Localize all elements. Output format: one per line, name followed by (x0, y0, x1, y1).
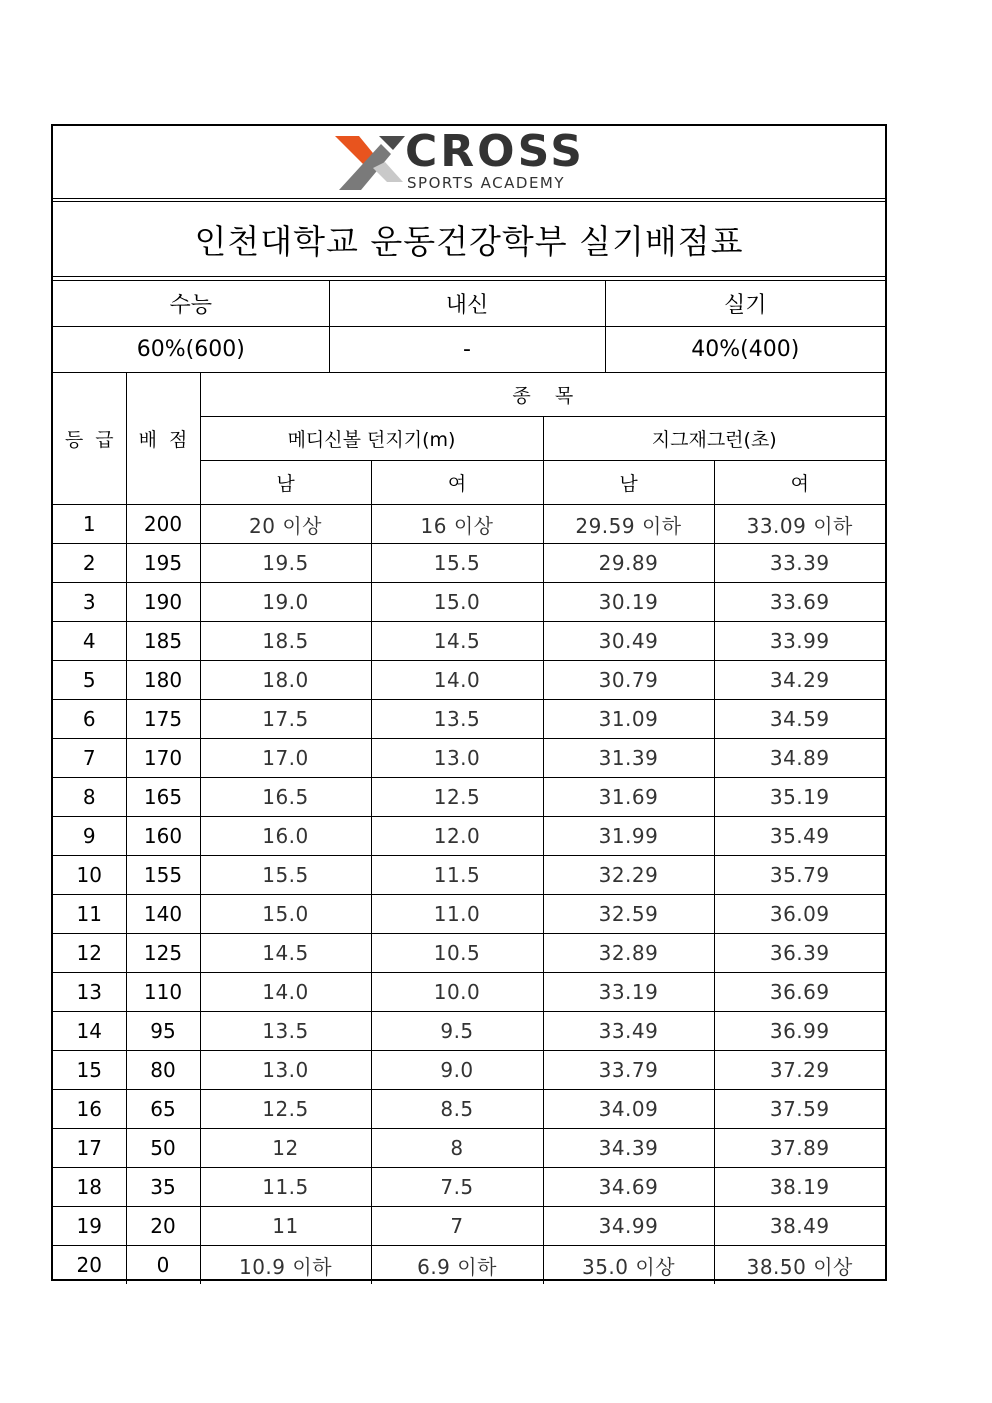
grade-cell: 18 (53, 1168, 126, 1207)
table-row (53, 1012, 885, 1051)
run-female-cell: 36.69 (714, 973, 885, 1012)
ball-male-cell: 15.0 (200, 895, 371, 934)
grade-cell: 13 (53, 973, 126, 1012)
ball-male-cell: 11 (200, 1207, 371, 1246)
score-cell: 175 (126, 700, 200, 739)
run-female-cell: 37.29 (714, 1051, 885, 1090)
run-female-cell: 33.39 (714, 544, 885, 583)
title-box (53, 201, 885, 277)
score-sheet (51, 124, 887, 1281)
run-female-cell: 34.29 (714, 661, 885, 700)
run-male-cell: 32.59 (543, 895, 714, 934)
score-cell: 195 (126, 544, 200, 583)
header-row-events (53, 373, 885, 417)
grade-header: 등 급 (53, 373, 126, 505)
run-female-cell: 36.09 (714, 895, 885, 934)
weights-header-row (53, 281, 885, 327)
grade-cell: 10 (53, 856, 126, 895)
score-cell: 180 (126, 661, 200, 700)
table-row (53, 544, 885, 583)
score-cell: 35 (126, 1168, 200, 1207)
score-cell: 190 (126, 583, 200, 622)
run-male-cell: 30.79 (543, 661, 714, 700)
ball-female-cell: 12.0 (371, 817, 543, 856)
score-cell: 125 (126, 934, 200, 973)
ball-female-cell: 13.5 (371, 700, 543, 739)
ball-male-cell: 17.0 (200, 739, 371, 778)
score-cell: 200 (126, 505, 200, 544)
score-header: 배 점 (126, 373, 200, 505)
score-cell: 110 (126, 973, 200, 1012)
run-male-cell: 34.39 (543, 1129, 714, 1168)
weight-header-naesin: 내신 (329, 281, 605, 327)
ball-male-cell: 12.5 (200, 1090, 371, 1129)
run-male-cell: 32.89 (543, 934, 714, 973)
ball-male-cell: 10.9 이하 (200, 1246, 371, 1285)
grade-cell: 6 (53, 700, 126, 739)
ball-male-cell: 14.5 (200, 934, 371, 973)
score-cell: 0 (126, 1246, 200, 1285)
grade-cell: 1 (53, 505, 126, 544)
score-cell: 170 (126, 739, 200, 778)
table-row (53, 1168, 885, 1207)
weight-value-naesin: - (329, 327, 605, 373)
score-cell: 140 (126, 895, 200, 934)
ball-female-cell: 15.0 (371, 583, 543, 622)
run-female-cell: 37.89 (714, 1129, 885, 1168)
table-row (53, 700, 885, 739)
table-row (53, 661, 885, 700)
grade-cell: 15 (53, 1051, 126, 1090)
score-cell: 95 (126, 1012, 200, 1051)
run-female-cell: 34.59 (714, 700, 885, 739)
grade-cell: 3 (53, 583, 126, 622)
ball-male-cell: 20 이상 (200, 505, 371, 544)
grade-cell: 19 (53, 1207, 126, 1246)
ball-female-cell: 9.5 (371, 1012, 543, 1051)
run-male-cell: 30.49 (543, 622, 714, 661)
run-female-cell: 33.09 이하 (714, 505, 885, 544)
grade-cell: 9 (53, 817, 126, 856)
ball-male-cell: 16.0 (200, 817, 371, 856)
ball-male-cell: 12 (200, 1129, 371, 1168)
run-male-cell: 32.29 (543, 856, 714, 895)
logo-wordmark: CROSS (405, 126, 585, 177)
weight-header-suneung: 수능 (53, 281, 329, 327)
run-female-cell: 35.49 (714, 817, 885, 856)
ball-male-cell: 13.5 (200, 1012, 371, 1051)
table-row (53, 505, 885, 544)
run-female-cell: 38.49 (714, 1207, 885, 1246)
ball-female-cell: 16 이상 (371, 505, 543, 544)
grade-cell: 11 (53, 895, 126, 934)
table-row (53, 1129, 885, 1168)
score-cell: 65 (126, 1090, 200, 1129)
gender-male-run: 남 (543, 461, 714, 505)
weights-table (53, 280, 885, 373)
event-zigzag-run: 지그재그런(초) (543, 417, 885, 461)
table-row (53, 934, 885, 973)
run-male-cell: 29.59 이하 (543, 505, 714, 544)
ball-female-cell: 10.0 (371, 973, 543, 1012)
grade-cell: 16 (53, 1090, 126, 1129)
run-male-cell: 31.39 (543, 739, 714, 778)
run-male-cell: 34.09 (543, 1090, 714, 1129)
run-male-cell: 30.19 (543, 583, 714, 622)
ball-male-cell: 15.5 (200, 856, 371, 895)
weight-header-silgi: 실기 (605, 281, 885, 327)
gender-female-ball: 여 (371, 461, 543, 505)
table-row (53, 1207, 885, 1246)
ball-female-cell: 8 (371, 1129, 543, 1168)
table-row (53, 1090, 885, 1129)
run-male-cell: 31.09 (543, 700, 714, 739)
ball-female-cell: 12.5 (371, 778, 543, 817)
score-cell: 50 (126, 1129, 200, 1168)
ball-female-cell: 7 (371, 1207, 543, 1246)
table-row (53, 973, 885, 1012)
ball-male-cell: 14.0 (200, 973, 371, 1012)
ball-female-cell: 14.5 (371, 622, 543, 661)
run-male-cell: 34.69 (543, 1168, 714, 1207)
ball-female-cell: 14.0 (371, 661, 543, 700)
weights-value-row (53, 327, 885, 373)
page-title: 인천대학교 운동건강학부 실기배점표 (194, 221, 744, 261)
grade-cell: 14 (53, 1012, 126, 1051)
grade-cell: 5 (53, 661, 126, 700)
run-male-cell: 35.0 이상 (543, 1246, 714, 1285)
logo-subtitle: SPORTS ACADEMY (407, 174, 566, 192)
run-female-cell: 33.99 (714, 622, 885, 661)
weight-value-silgi: 40%(400) (605, 327, 885, 373)
run-male-cell: 31.99 (543, 817, 714, 856)
grade-cell: 2 (53, 544, 126, 583)
ball-female-cell: 8.5 (371, 1090, 543, 1129)
score-cell: 165 (126, 778, 200, 817)
grade-cell: 17 (53, 1129, 126, 1168)
run-male-cell: 29.89 (543, 544, 714, 583)
ball-male-cell: 18.0 (200, 661, 371, 700)
ball-female-cell: 11.5 (371, 856, 543, 895)
gender-male-ball: 남 (200, 461, 371, 505)
table-row (53, 739, 885, 778)
ball-male-cell: 18.5 (200, 622, 371, 661)
ball-male-cell: 19.5 (200, 544, 371, 583)
table-row (53, 778, 885, 817)
ball-female-cell: 9.0 (371, 1051, 543, 1090)
run-female-cell: 36.99 (714, 1012, 885, 1051)
table-row (53, 1246, 885, 1285)
ball-female-cell: 6.9 이하 (371, 1246, 543, 1285)
score-cell: 185 (126, 622, 200, 661)
ball-female-cell: 13.0 (371, 739, 543, 778)
run-female-cell: 37.59 (714, 1090, 885, 1129)
run-female-cell: 36.39 (714, 934, 885, 973)
gender-female-run: 여 (714, 461, 885, 505)
score-cell: 160 (126, 817, 200, 856)
score-table (53, 372, 885, 1284)
ball-female-cell: 11.0 (371, 895, 543, 934)
weight-value-suneung: 60%(600) (53, 327, 329, 373)
ball-female-cell: 7.5 (371, 1168, 543, 1207)
run-male-cell: 31.69 (543, 778, 714, 817)
grade-cell: 7 (53, 739, 126, 778)
table-row (53, 583, 885, 622)
grade-cell: 12 (53, 934, 126, 973)
run-female-cell: 34.89 (714, 739, 885, 778)
run-female-cell: 33.69 (714, 583, 885, 622)
grade-cell: 20 (53, 1246, 126, 1285)
run-female-cell: 35.79 (714, 856, 885, 895)
events-header: 종 목 (200, 373, 885, 417)
run-female-cell: 35.19 (714, 778, 885, 817)
run-male-cell: 33.49 (543, 1012, 714, 1051)
run-male-cell: 33.79 (543, 1051, 714, 1090)
ball-female-cell: 15.5 (371, 544, 543, 583)
score-cell: 20 (126, 1207, 200, 1246)
score-cell: 155 (126, 856, 200, 895)
table-row (53, 895, 885, 934)
ball-male-cell: 11.5 (200, 1168, 371, 1207)
run-male-cell: 33.19 (543, 973, 714, 1012)
ball-male-cell: 16.5 (200, 778, 371, 817)
run-male-cell: 34.99 (543, 1207, 714, 1246)
table-row (53, 817, 885, 856)
grade-cell: 4 (53, 622, 126, 661)
event-medicine-ball: 메디신볼 던지기(m) (200, 417, 543, 461)
ball-male-cell: 13.0 (200, 1051, 371, 1090)
table-row (53, 1051, 885, 1090)
grade-cell: 8 (53, 778, 126, 817)
ball-male-cell: 17.5 (200, 700, 371, 739)
ball-female-cell: 10.5 (371, 934, 543, 973)
ball-male-cell: 19.0 (200, 583, 371, 622)
run-female-cell: 38.50 이상 (714, 1246, 885, 1285)
logo-header (53, 126, 885, 199)
table-row (53, 856, 885, 895)
table-row (53, 622, 885, 661)
run-female-cell: 38.19 (714, 1168, 885, 1207)
score-cell: 80 (126, 1051, 200, 1090)
